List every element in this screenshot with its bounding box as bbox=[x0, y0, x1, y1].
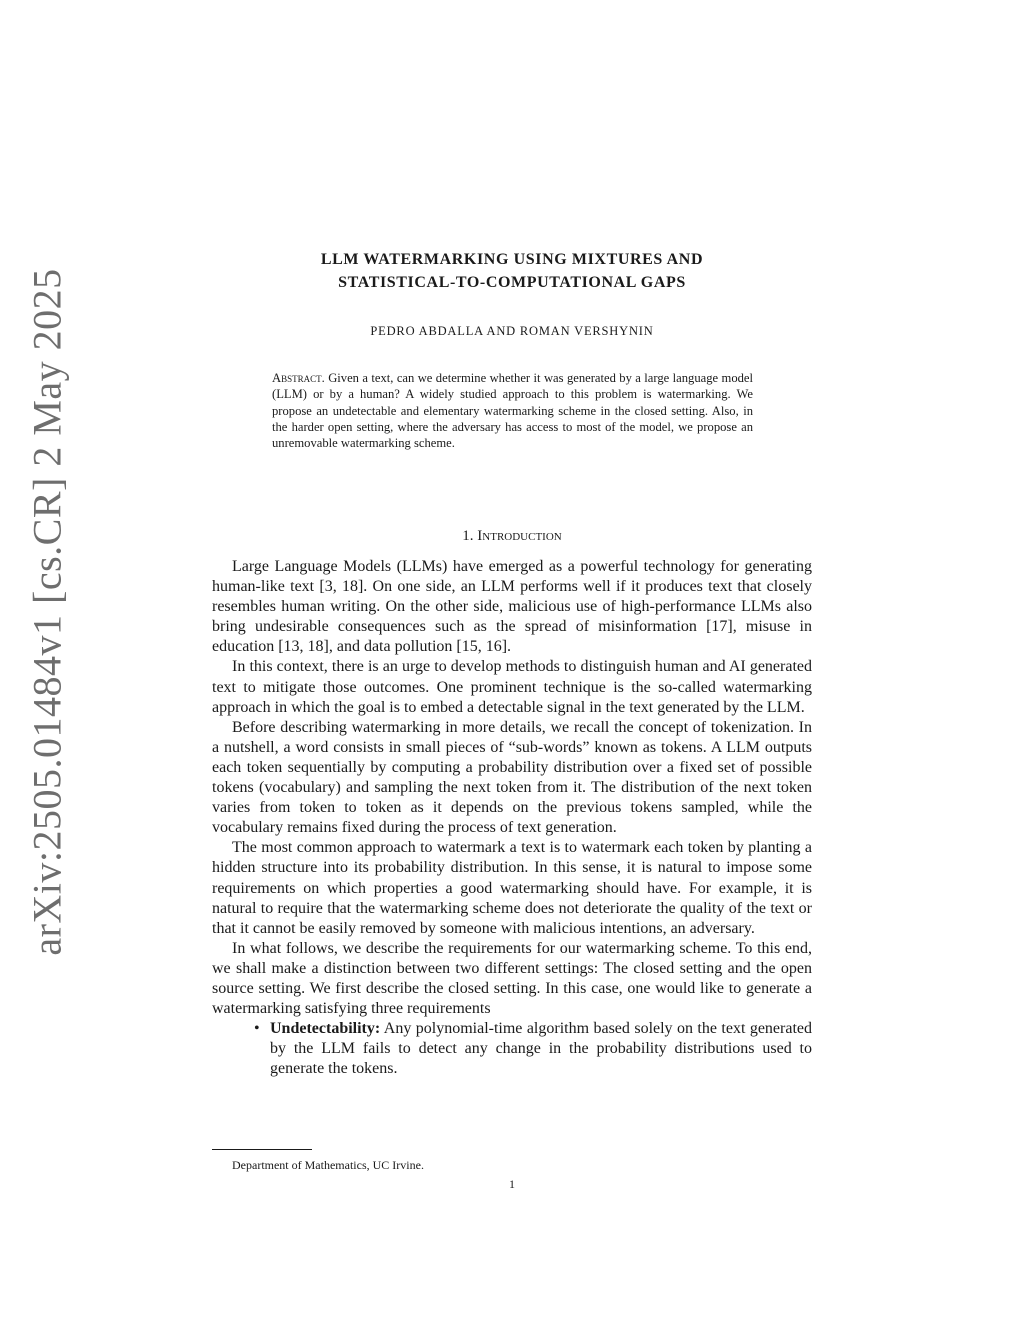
bullet-text: Any polynomial-time algorithm based solely on the text generated by the LLM fails to detect any change in the probability distributions used to generate the tokens. bbox=[270, 1020, 813, 1078]
paper-title-line-2: STATISTICAL-TO-COMPUTATIONAL GAPS bbox=[338, 274, 686, 291]
footnote-divider bbox=[212, 1149, 312, 1150]
bullet-dot-icon: • bbox=[254, 1020, 260, 1038]
paper-title bbox=[212, 248, 812, 294]
body-paragraph: Before describing watermarking in more details, we recall the concept of tokenization. In a nutshell, a word consists in small pieces of “sub-words” known as tokens. A LLM outputs each token sequentially by computing a probability distribution over a fixed set of possible tokens (vocabulary) and sampling the next token from it. The distribution of the next token varies from token to token as it depends on the previous tokens sampled, while the vocabulary remains fixed during the process of text generation. bbox=[212, 718, 812, 837]
page-number: 1 bbox=[509, 1177, 515, 1191]
abstract-text: Given a text, can we determine whether it was generated by a large language model (LLM) or by a human? A widely studied approach to this problem is watermarking. We propose an undetectable and elementary watermarking scheme in the closed setting. Also, in the harder open setting, where the adversary has access to most of the model, we propose an unremovable watermarking scheme. bbox=[272, 371, 753, 451]
requirements-list bbox=[212, 1019, 812, 1079]
body-paragraph: Large Language Models (LLMs) have emerged as a powerful technology for generating human-like text [3, 18]. On one side, an LLM performs well if it produces text that closely resembles human writing. On the other side, malicious use of high-performance LLMs also bring undesirable consequences such as the spread of misinformation [17], misuse in education [13, 18], and data pollution [15, 16]. bbox=[212, 558, 812, 656]
bullet-term: Undetectability: bbox=[270, 1020, 381, 1038]
section-heading-introduction bbox=[212, 528, 812, 545]
introduction-body bbox=[212, 557, 812, 1079]
arxiv-identifier-stamp: arXiv:2505.01484v1 [cs.CR] 2 May 2025 bbox=[24, 268, 70, 956]
body-paragraph: In what follows, we describe the requirements for our watermarking scheme. To this end, we shall make a distinction between two different settings: The closed setting and the open source setting. We first describe the closed setting. In this case, one would like to generate a watermarking satisfying three requirements bbox=[212, 939, 812, 1018]
section-number: 1. bbox=[462, 528, 474, 544]
abstract bbox=[272, 370, 753, 451]
paper-title-line-1: LLM WATERMARKING USING MIXTURES AND bbox=[320, 251, 704, 268]
list-item bbox=[254, 1019, 813, 1079]
body-paragraph: The most common approach to watermark a text is to watermark each token by planting a hidden structure into its probability distribution. In this sense, it is natural to impose some requirements on which properties a good watermarking should have. For example, it is natural to require that the watermarking scheme does not deteriorate the quality of the text or that it cannot be easily removed by someone with malicious intentions, an adversary. bbox=[212, 839, 812, 937]
abstract-label: Abstract. bbox=[272, 371, 325, 385]
section-title: Introduction bbox=[477, 528, 562, 544]
footnote-affiliation: Department of Mathematics, UC Irvine. bbox=[232, 1158, 424, 1172]
body-paragraph: In this context, there is an urge to develop methods to distinguish human and AI generated text to mitigate those outcomes. One prominent technique is the so-called watermarking approach in which the goal is to embed a detectable signal in the text generated by the LLM. bbox=[212, 658, 812, 716]
paper-authors: PEDRO ABDALLA AND ROMAN VERSHYNIN bbox=[370, 324, 654, 338]
